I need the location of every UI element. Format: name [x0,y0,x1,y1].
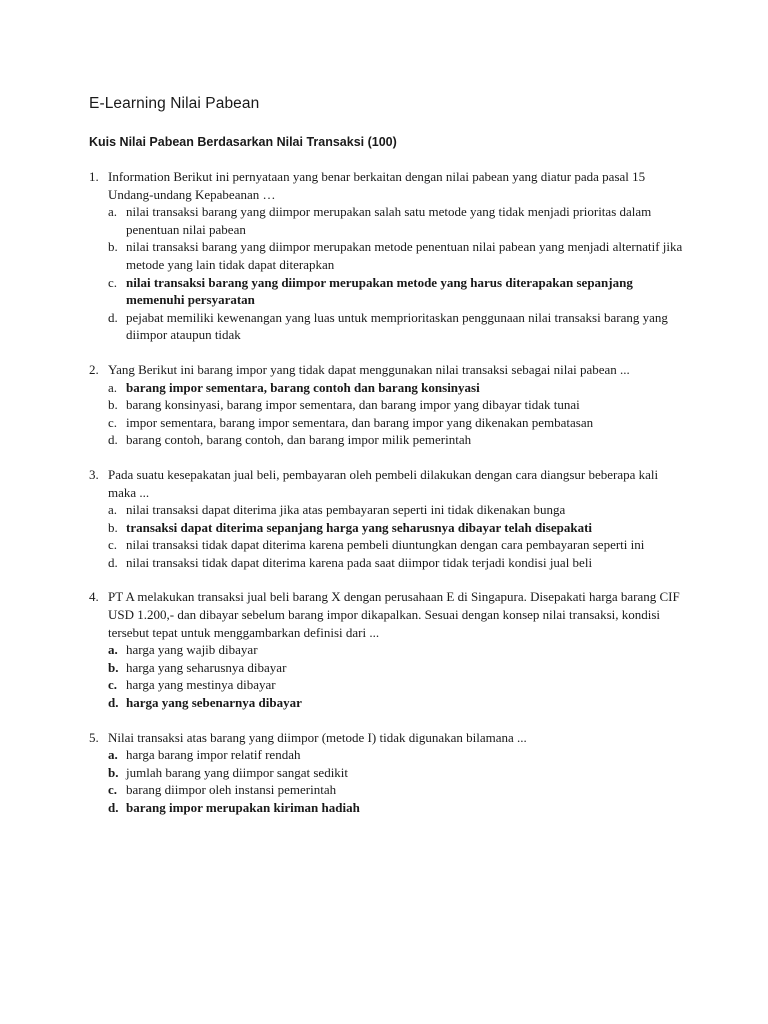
document-page [89,95,689,834]
option-text: barang diimpor oleh instansi pemerintah [126,782,337,798]
option-a [108,746,689,764]
question-number: 4. [89,589,99,605]
question-1 [89,168,689,344]
question-text: Pada suatu kesepakatan jual beli, pembayaran oleh pembeli dilakukan dengan cara diangsur beberapa kali maka ... [108,466,659,500]
option-d [108,309,689,344]
option-letter: d. [108,432,118,448]
option-letter: d. [108,309,118,325]
option-letter: a. [108,379,118,395]
option-a [108,203,689,238]
option-text: nilai transaksi tidak dapat diterima karena pembeli diuntungkan dengan cara pembayaran seperti ini [126,537,645,553]
option-d-answer [108,694,689,712]
question-text: Yang Berikut ini barang impor yang tidak dapat menggunakan nilai transaksi sebagai nilai pabean ... [108,361,630,377]
option-d [108,431,689,449]
option-letter: c. [108,414,118,430]
option-b [108,659,689,677]
question-4 [89,588,689,711]
option-list [89,641,689,711]
option-text: harga yang seharusnya dibayar [126,659,287,675]
option-list [89,746,689,816]
option-d [108,554,689,572]
option-letter: a. [108,642,118,658]
option-letter: d. [108,800,119,815]
option-b [108,396,689,414]
page-title: E-Learning Nilai Pabean [89,95,260,112]
option-letter: b. [108,519,118,535]
option-letter: b. [108,659,119,675]
option-list [89,379,689,449]
option-c-answer [108,274,689,309]
question-number: 1. [89,169,99,184]
option-text: harga yang sebenarnya dibayar [126,695,302,711]
option-text: nilai transaksi tidak dapat diterima karena pada saat diimpor tidak terjadi kondisi jual beli [126,554,593,570]
option-b [108,238,689,273]
option-text: nilai transaksi barang yang diimpor merupakan metode penentuan nilai pabean yang menjadi alternatif jika metode yang lain tidak dapat diterapkan [126,239,683,272]
option-letter: c. [108,537,118,553]
option-letter: d. [108,695,119,711]
option-a [108,501,689,519]
option-text: pejabat memiliki kewenangan yang luas untuk memprioritaskan penggunaan nilai transaksi barang yang diimpor ataupun tidak [126,309,668,343]
option-text: barang impor merupakan kiriman hadiah [126,800,360,815]
option-text: impor sementara, barang impor sementara, dan barang impor yang dikenakan pembatasan [126,414,594,430]
option-text: nilai transaksi barang yang diimpor merupakan salah satu metode yang tidak menjadi prioritas dalam penentuan nilai pabean [126,204,652,237]
option-letter: a. [108,747,118,763]
question-number: 2. [89,361,99,377]
option-letter: b. [108,239,118,255]
option-list [89,203,689,344]
option-letter: b. [108,397,118,413]
option-text: barang impor sementara, barang contoh dan barang konsinyasi [126,379,480,395]
option-letter: c. [108,677,118,693]
option-c [108,676,689,694]
option-b-answer [108,519,689,537]
option-a-answer [108,379,689,397]
quiz-subtitle: Kuis Nilai Pabean Berdasarkan Nilai Transaksi (100) [89,135,397,149]
question-2 [89,361,689,449]
option-text: harga barang impor relatif rendah [126,747,301,763]
question-text: PT A melakukan transaksi jual beli barang X dengan perusahaan E di Singapura. Disepakati harga barang CIF USD 1.200,- dan dibayar sebelum barang impor dikapalkan. Sesuai dengan konsep nilai transaksi, kondisi tersebut tepat untuk menggambarkan definisi dari ... [108,589,680,640]
question-number: 3. [89,466,99,482]
option-d-answer [108,799,689,817]
option-text: nilai transaksi barang yang diimpor merupakan metode yang harus diterapakan sepanjang memenuhi persyaratan [126,274,633,308]
option-text: barang contoh, barang contoh, dan barang impor milik pemerintah [126,432,472,448]
option-letter: d. [108,554,118,570]
option-letter: c. [108,274,118,290]
option-letter: b. [108,764,119,780]
option-text: barang konsinyasi, barang impor sementara, dan barang impor yang dibayar tidak tunai [126,397,580,413]
option-b [108,764,689,782]
option-c [108,781,689,799]
option-c [108,414,689,432]
question-3 [89,466,689,572]
question-5 [89,729,689,817]
option-text: harga yang wajib dibayar [126,642,258,658]
option-letter: a. [108,502,118,518]
option-a [108,641,689,659]
question-text: Nilai transaksi atas barang yang diimpor (metode I) tidak digunakan bilamana ... [108,729,527,745]
option-c [108,536,689,554]
option-letter: c. [108,782,118,798]
option-letter: a. [108,204,118,220]
option-text: nilai transaksi dapat diterima jika atas pembayaran seperti ini tidak dikenakan bunga [126,502,566,518]
option-text: harga yang mestinya dibayar [126,677,276,693]
option-text: jumlah barang yang diimpor sangat sedikit [126,764,349,780]
question-text: Information Berikut ini pernyataan yang benar berkaitan dengan nilai pabean yang diatur pada pasal 15 Undang-undang Kepabeanan … [108,169,646,202]
question-number: 5. [89,729,99,745]
option-list [89,501,689,571]
option-text: transaksi dapat diterima sepanjang harga yang seharusnya dibayar telah disepakati [126,519,593,535]
